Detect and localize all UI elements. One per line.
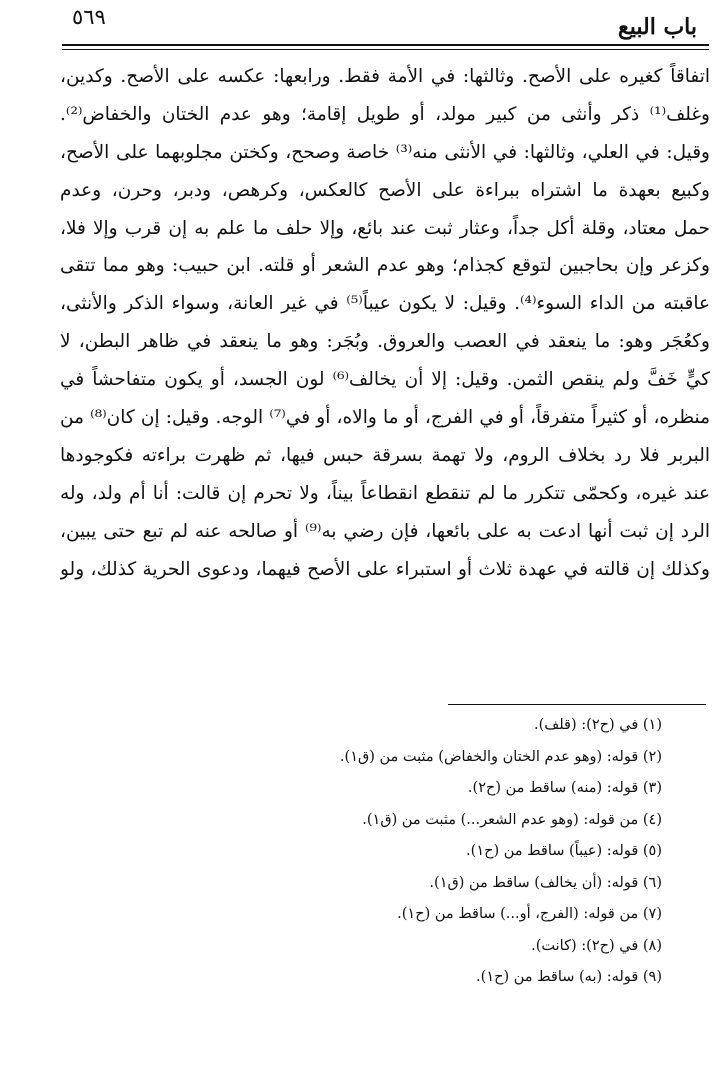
text-line: كيٍّ خَفَّ ولم ينقص الثمن. وقيل: إلا أن يخالف⁽⁶⁾ لون الجسد، أو يكون متفاحشاً في	[60, 369, 710, 391]
text-line: منظره، أو كثيراً متفرقاً، أو في الفرج، أو ما والاه، أو في⁽⁷⁾ الوجه. وقيل: إن كان⁽⁸⁾ من	[60, 407, 710, 429]
text-line: عند غيره، وكحمّى تتكرر ما لم تنقطع انقطاعاً بيناً، ولا تحرم إن قالت: أنا أم ولد، وله	[60, 482, 710, 504]
text-line: وكذلك إن قالته في عهدة ثلاث أو استبراء على الأصح فيهما، ودعوى الحرية كذلك، ولو	[60, 558, 710, 580]
footnote: (٣) قوله: (منه) ساقط من (ح٢).	[467, 780, 662, 796]
text-line: وكبيع بعهدة ما اشتراه ببراءة على الأصح كالعكس، وكرهص، ودبر، وحرن، وعدم	[60, 179, 710, 201]
text-line: وكزعر وإن بحاجبين لتوقع كجذام؛ وهو عدم الشعر أو قلته. ابن حبيب: وهو مما تتقى	[60, 255, 710, 277]
footnote: (٤) من قوله: (وهو عدم الشعر...) مثبت من (ق١).	[362, 811, 662, 828]
footnote: (٧) من قوله: (الفرج، أو...) ساقط من (ح١).	[397, 906, 662, 922]
text-line: وغلف⁽¹⁾ ذكر وأنثى من كبير مولد، أو طويل إقامة؛ وهو عدم الختان والخفاض⁽²⁾.	[60, 103, 710, 125]
footnotes	[162, 710, 662, 994]
header-rule	[62, 44, 709, 46]
text-line: البربر فلا رد بخلاف الروم، ولا تهمة بسرقة حبس فيها، ثم ظهرت براءته فكوجودها	[60, 444, 710, 466]
text-line: وقيل: في العلي، وثالثها: في الأنثى منه⁽³⁾ خاصة وصحح، وكختن مجلوبهما على الأصح،	[60, 141, 710, 163]
footnote: (٩) قوله: (به) ساقط من (ح١).	[476, 969, 662, 985]
text-line: حمل معتاد، وقلة أكل جداً، وعثار ثبت عند بائع، وإلا حلف ما علم به إن قرب وإلا فلا،	[60, 217, 710, 239]
footnote: (١) في (ح٢): (قلف).	[533, 717, 662, 733]
text-line: وكعُجَر وهو: ما ينعقد في العصب والعروق. وبُجَر: وهو ما ينعقد في ظاهر البطن، لا	[60, 331, 710, 353]
text-line: اتفاقاً كغيره على الأصح. وثالثها: في الأمة فقط. ورابعها: عكسه على الأصح. وكدين،	[60, 66, 710, 87]
footnote-rule	[448, 704, 706, 705]
chapter-title: باب البيع	[618, 14, 697, 40]
footnote: (٦) قوله: (أن يخالف) ساقط من (ق١).	[429, 874, 662, 891]
footnote: (٢) قوله: (وهو عدم الختان والخفاض) مثبت من (ق١).	[339, 748, 662, 765]
text-line: الرد إن ثبت أنها ادعت به على بائعها، فإن رضي به⁽⁹⁾ أو صالحه عنه لم تبع حتى يبين،	[60, 520, 710, 542]
main-text	[60, 58, 710, 588]
footnote: (٥) قوله: (عيباً) ساقط من (ح١).	[466, 843, 662, 859]
text-line: عاقبته من الداء السوء⁽⁴⁾. وقيل: لا يكون عيباً⁽⁵⁾ في غير العانة، وسواء الذكر والأنثى،	[60, 293, 710, 315]
footnote: (٨) في (ح٢): (كانت).	[531, 937, 662, 954]
header-rule-thin	[62, 49, 709, 50]
page-number: ٥٦٩	[72, 5, 106, 29]
